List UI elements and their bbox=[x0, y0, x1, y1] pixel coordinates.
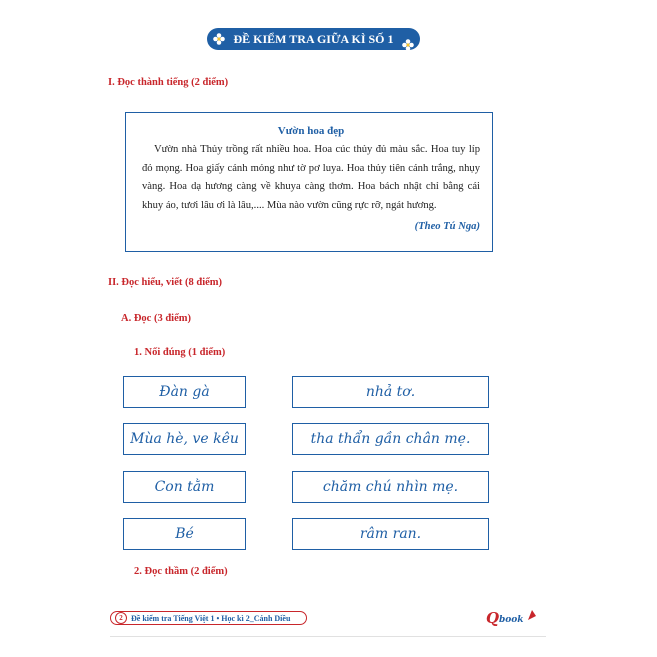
match-right-1-text: nhả tơ. bbox=[365, 384, 416, 400]
footer-divider bbox=[110, 636, 546, 637]
passage-body: Vườn nhà Thủy trồng rất nhiều hoa. Hoa cúc thủy đủ màu sắc. Hoa tuy líp đỏ mọng. Hoa giấy cánh mỏng như tờ pơ luya. Hoa thủy tiên cánh trắng, nhụy vàng. Hoa dạ hương càng về khuya càng thơm. Hoa bách nhật chỉ bằng cái khuy áo, tươi lâu ơi là lâu,.... Mùa nào vườn cũng rực rỡ, ngát hương. bbox=[142, 144, 480, 211]
match-right-1[interactable] bbox=[292, 376, 489, 408]
task-heading-silent-reading: 2. Đọc thầm (2 điểm) bbox=[134, 566, 228, 577]
match-right-2-text: tha thẩn gần chân mẹ. bbox=[310, 431, 471, 447]
match-right-4-text: râm ran. bbox=[359, 526, 422, 542]
svg-text:book: book bbox=[499, 615, 524, 625]
match-left-4-text: Bé bbox=[175, 526, 194, 542]
exam-title-banner bbox=[207, 28, 420, 50]
section-heading-comprehension: II. Đọc hiểu, viết (8 điểm) bbox=[108, 277, 223, 288]
footer-book-label bbox=[110, 611, 307, 625]
match-left-1-text: Đàn gà bbox=[159, 384, 210, 400]
match-left-1[interactable] bbox=[123, 376, 246, 408]
subsection-heading-reading: A. Đọc (3 điểm) bbox=[121, 313, 191, 324]
match-left-2[interactable] bbox=[123, 423, 246, 455]
publisher-logo bbox=[484, 606, 544, 628]
task-heading-matching: 1. Nối đúng (1 điểm) bbox=[134, 347, 226, 358]
match-right-2[interactable] bbox=[292, 423, 489, 455]
match-left-2-text: Mùa hè, ve kêu bbox=[130, 431, 239, 447]
flower-icon-right bbox=[401, 38, 415, 52]
passage-source: (Theo Tú Nga) bbox=[414, 221, 480, 232]
exam-title: ĐỀ KIỂM TRA GIỮA KÌ SỐ 1 bbox=[233, 31, 394, 46]
match-left-4[interactable] bbox=[123, 518, 246, 550]
match-right-3-text: chăm chú nhìn mẹ. bbox=[322, 479, 459, 495]
match-left-3-text: Con tằm bbox=[154, 479, 215, 495]
svg-text:Q: Q bbox=[486, 609, 500, 627]
section-heading-reading-aloud: I. Đọc thành tiếng (2 điểm) bbox=[108, 77, 229, 88]
match-right-4[interactable] bbox=[292, 518, 489, 550]
reading-passage-box bbox=[125, 112, 493, 252]
qbook-logo-icon bbox=[484, 606, 544, 628]
passage-title: Vườn hoa đẹp bbox=[277, 125, 345, 137]
match-left-3[interactable] bbox=[123, 471, 246, 503]
flower-icon-left bbox=[212, 32, 226, 46]
match-right-3[interactable] bbox=[292, 471, 489, 503]
footer-book-title: Đề kiểm tra Tiếng Việt 1 • Học kì 2_Cánh Diều bbox=[131, 613, 291, 623]
page-number: 2 bbox=[115, 612, 127, 624]
